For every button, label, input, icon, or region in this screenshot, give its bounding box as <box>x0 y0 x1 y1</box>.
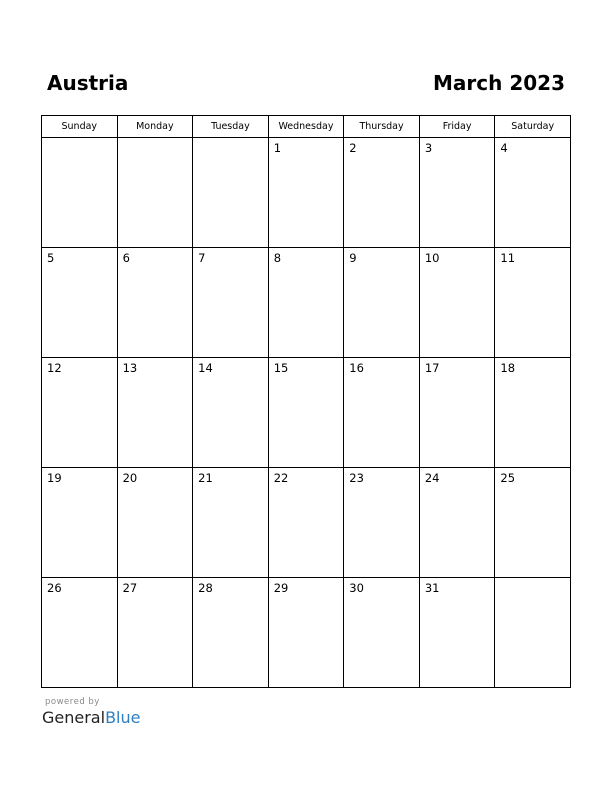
day-cell <box>193 358 269 468</box>
day-number: 29 <box>273 581 289 595</box>
powered-by-label: powered by <box>45 697 100 707</box>
day-cell <box>117 358 193 468</box>
weekday-friday: Friday <box>419 116 495 138</box>
day-cell <box>344 578 420 688</box>
day-cell <box>495 358 571 468</box>
generalblue-logo[interactable] <box>42 708 140 727</box>
day-number: 19 <box>47 471 62 485</box>
day-cell <box>117 578 193 688</box>
day-number: 11 <box>500 251 516 265</box>
day-cell <box>42 138 118 248</box>
brand-blue: Blue <box>105 708 141 727</box>
day-number: 31 <box>424 581 440 595</box>
day-number: 10 <box>424 251 440 265</box>
day-cell <box>117 138 193 248</box>
day-cell <box>495 468 571 578</box>
day-cell <box>344 248 420 358</box>
day-cell <box>117 468 193 578</box>
day-cell <box>193 138 269 248</box>
day-cell <box>193 468 269 578</box>
day-number: 8 <box>273 251 282 265</box>
weekday-tuesday: Tuesday <box>193 116 269 138</box>
day-number: 5 <box>47 251 55 265</box>
day-cell <box>495 248 571 358</box>
day-cell <box>42 358 118 468</box>
weekday-sunday: Sunday <box>42 116 118 138</box>
day-cell <box>268 138 344 248</box>
day-cell <box>495 138 571 248</box>
day-cell <box>419 248 495 358</box>
day-number: 18 <box>500 361 516 375</box>
day-number: 16 <box>349 361 364 375</box>
day-number: 1 <box>273 141 282 155</box>
day-cell <box>268 248 344 358</box>
day-number: 28 <box>198 581 213 595</box>
day-number: 12 <box>47 361 62 375</box>
day-cell <box>419 138 495 248</box>
day-number: 4 <box>500 141 508 155</box>
day-cell <box>42 578 118 688</box>
day-number: 21 <box>198 471 213 485</box>
day-cell <box>344 138 420 248</box>
brand-general: General <box>42 708 106 727</box>
day-number: 24 <box>424 471 440 485</box>
week-row <box>42 468 571 578</box>
day-cell <box>419 468 495 578</box>
day-cell <box>42 248 118 358</box>
day-number: 2 <box>349 141 357 155</box>
day-number: 20 <box>122 471 138 485</box>
weekday-header-row <box>42 116 571 138</box>
day-cell <box>495 578 571 688</box>
day-number: 30 <box>349 581 364 595</box>
day-cell <box>193 248 269 358</box>
week-row <box>42 248 571 358</box>
day-cell <box>268 578 344 688</box>
day-number: 22 <box>273 471 289 485</box>
day-number: 15 <box>273 361 289 375</box>
day-number <box>118 138 193 141</box>
weekday-monday: Monday <box>117 116 193 138</box>
day-number: 26 <box>47 581 62 595</box>
day-cell <box>419 578 495 688</box>
day-number <box>495 578 570 581</box>
day-number: 14 <box>198 361 213 375</box>
day-cell <box>268 468 344 578</box>
week-row <box>42 358 571 468</box>
day-cell <box>42 468 118 578</box>
day-number: 17 <box>424 361 440 375</box>
day-number: 9 <box>349 251 357 265</box>
day-number: 25 <box>500 471 516 485</box>
calendar-grid <box>41 115 571 688</box>
day-number <box>193 138 268 141</box>
day-cell <box>268 358 344 468</box>
day-cell <box>344 358 420 468</box>
day-number: 23 <box>349 471 364 485</box>
weekday-wednesday: Wednesday <box>268 116 344 138</box>
day-number <box>42 138 117 141</box>
day-cell <box>419 358 495 468</box>
weekday-thursday: Thursday <box>344 116 420 138</box>
country-title: Austria <box>47 71 129 95</box>
day-number: 7 <box>198 251 206 265</box>
day-cell <box>117 248 193 358</box>
day-number: 3 <box>424 141 433 155</box>
month-year-title: March 2023 <box>433 71 565 95</box>
week-row <box>42 138 571 248</box>
day-cell <box>193 578 269 688</box>
week-row <box>42 578 571 688</box>
day-cell <box>344 468 420 578</box>
day-number: 27 <box>122 581 138 595</box>
day-number: 13 <box>122 361 138 375</box>
day-number: 6 <box>122 251 130 265</box>
weekday-saturday: Saturday <box>495 116 571 138</box>
